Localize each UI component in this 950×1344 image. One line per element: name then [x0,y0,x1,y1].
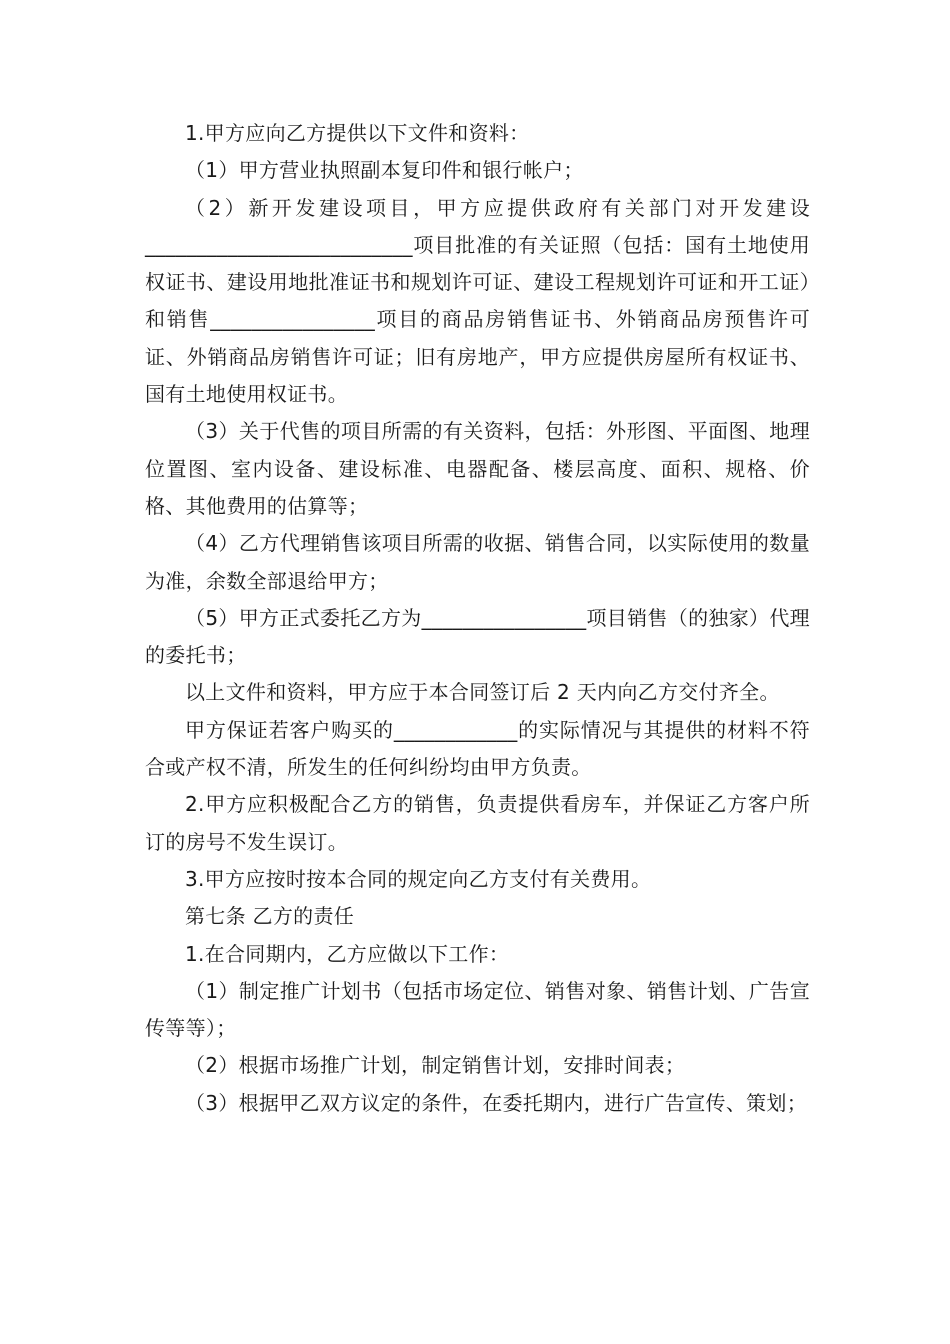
paragraph-item-3-project-materials: （3）关于代售的项目所需的有关资料，包括：外形图、平面图、地理位置图、室内设备、建设标准、电器配备、楼层高度、面积、规格、价格、其他费用的估算等； [145,419,810,518]
paragraph-b-item-3-advertising: （3）根据甲乙双方议定的条件，在委托期内，进行广告宣传、策划； [185,1090,808,1115]
paragraph-b-item-1-promotion-plan: （1）制定推广计划书（包括市场定位、销售对象、销售计划、广告宣传等等）； [145,978,810,1041]
paragraph-party-a-documents-heading: 1.甲方应向乙方提供以下文件和资料： [185,121,530,145]
paragraph-b-item-2-sales-plan: （2）根据市场推广计划，制定销售计划，安排时间表； [185,1053,686,1078]
paragraph-party-a-guarantee: 甲方保证若客户购买的____________的实际情况与其提供的材料不符合或产权不清，所发生的任何纠纷均由甲方负责。 [145,717,810,780]
paragraph-delivery-deadline: 以上文件和资料，甲方应于本合同签订后 2 天内向乙方交付齐全。 [185,680,780,705]
paragraph-clause-2-cooperation: 2.甲方应积极配合乙方的销售，负责提供看房车，并保证乙方客户所订的房号不发生误订。 [145,792,810,854]
paragraph-item-1-license: （1）甲方营业执照副本复印件和银行帐户； [185,158,584,183]
paragraph-clause-3-payment: 3.甲方应按时按本合同的规定向乙方支付有关费用。 [185,866,652,891]
paragraph-item-4-receipts: （4）乙方代理销售该项目所需的收据、销售合同，以实际使用的数量为准，余数全部退给甲方； [145,531,810,593]
article-7-heading: 第七条 乙方的责任 [185,904,355,929]
paragraph-party-b-duties-heading: 1.在合同期内，乙方应做以下工作： [185,941,510,966]
contract-body [145,115,810,1122]
paragraph-item-5-authorization: （5）甲方正式委托乙方为________________项目销售（的独家）代理的委托书； [145,605,810,668]
paragraph-item-2-permits: （2）新开发建设项目，甲方应提供政府有关部门对开发建设__________________________项目批准的有关证照（包括：国有土地使用权证书、建设用地批准证书和规划许可证、建设工程规划许可证和开工证）和销售________________项目的商品房销售证书、外销商品房预售许可证、外销商品房销售许可证；旧有房地产，甲方应提供房屋所有权证书、国有土地使用权证书。 [145,195,810,407]
